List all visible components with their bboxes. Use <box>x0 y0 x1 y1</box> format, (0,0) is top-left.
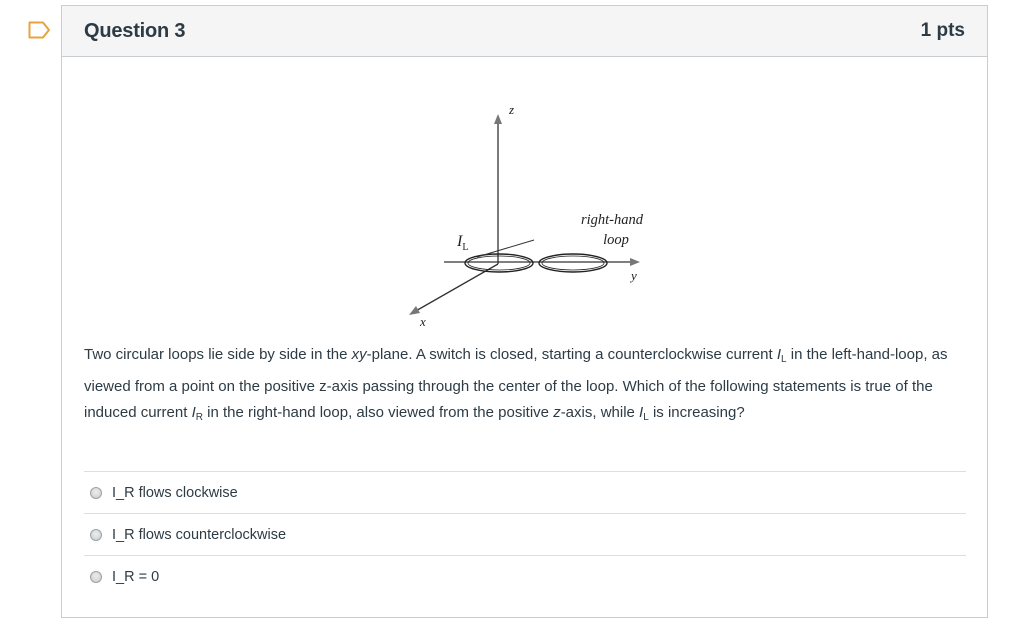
answer-label[interactable]: I_R = 0 <box>112 568 160 585</box>
answer-option[interactable] <box>84 555 966 597</box>
y-axis-arrow <box>630 258 640 266</box>
question-title: Question 3 <box>84 19 186 42</box>
bookmark-flag-icon[interactable] <box>28 21 52 39</box>
x-axis-label: x <box>420 314 426 329</box>
question-header <box>62 6 987 57</box>
answer-label[interactable]: I_R flows clockwise <box>112 484 238 501</box>
y-axis-label: y <box>631 268 637 283</box>
loops-figure <box>402 94 662 334</box>
question-points: 1 pts <box>920 20 965 41</box>
question-text: Two circular loops lie side by side in the xy-plane. A switch is closed, starting a counterclockwise current $I_L$ in the left-hand-loop, as viewed from a point on the positive z-axis passing through the center of the loop. Which of the following statements is true of the induced current $I_R$ in the right-hand loop, also viewed from the positive z-axis, while $I_L$ is increasing? <box>84 346 948 423</box>
loop-label: loop <box>603 232 629 248</box>
question-card <box>61 5 988 618</box>
radio-button[interactable] <box>90 571 102 583</box>
answer-option[interactable] <box>84 471 966 513</box>
left-loop <box>465 254 533 272</box>
radio-button[interactable] <box>90 487 102 499</box>
current-label-IL: $I_L$ <box>457 233 469 253</box>
right-loop <box>539 254 607 272</box>
right-hand-label: right-hand <box>580 212 644 228</box>
answer-option[interactable] <box>84 513 966 555</box>
z-axis-label: z <box>509 102 515 117</box>
x-axis-arrow <box>409 306 420 315</box>
answer-list <box>84 471 966 597</box>
answer-label[interactable]: I_R flows counterclockwise <box>112 526 287 543</box>
radio-button[interactable] <box>90 529 102 541</box>
z-axis-arrow <box>494 114 502 124</box>
